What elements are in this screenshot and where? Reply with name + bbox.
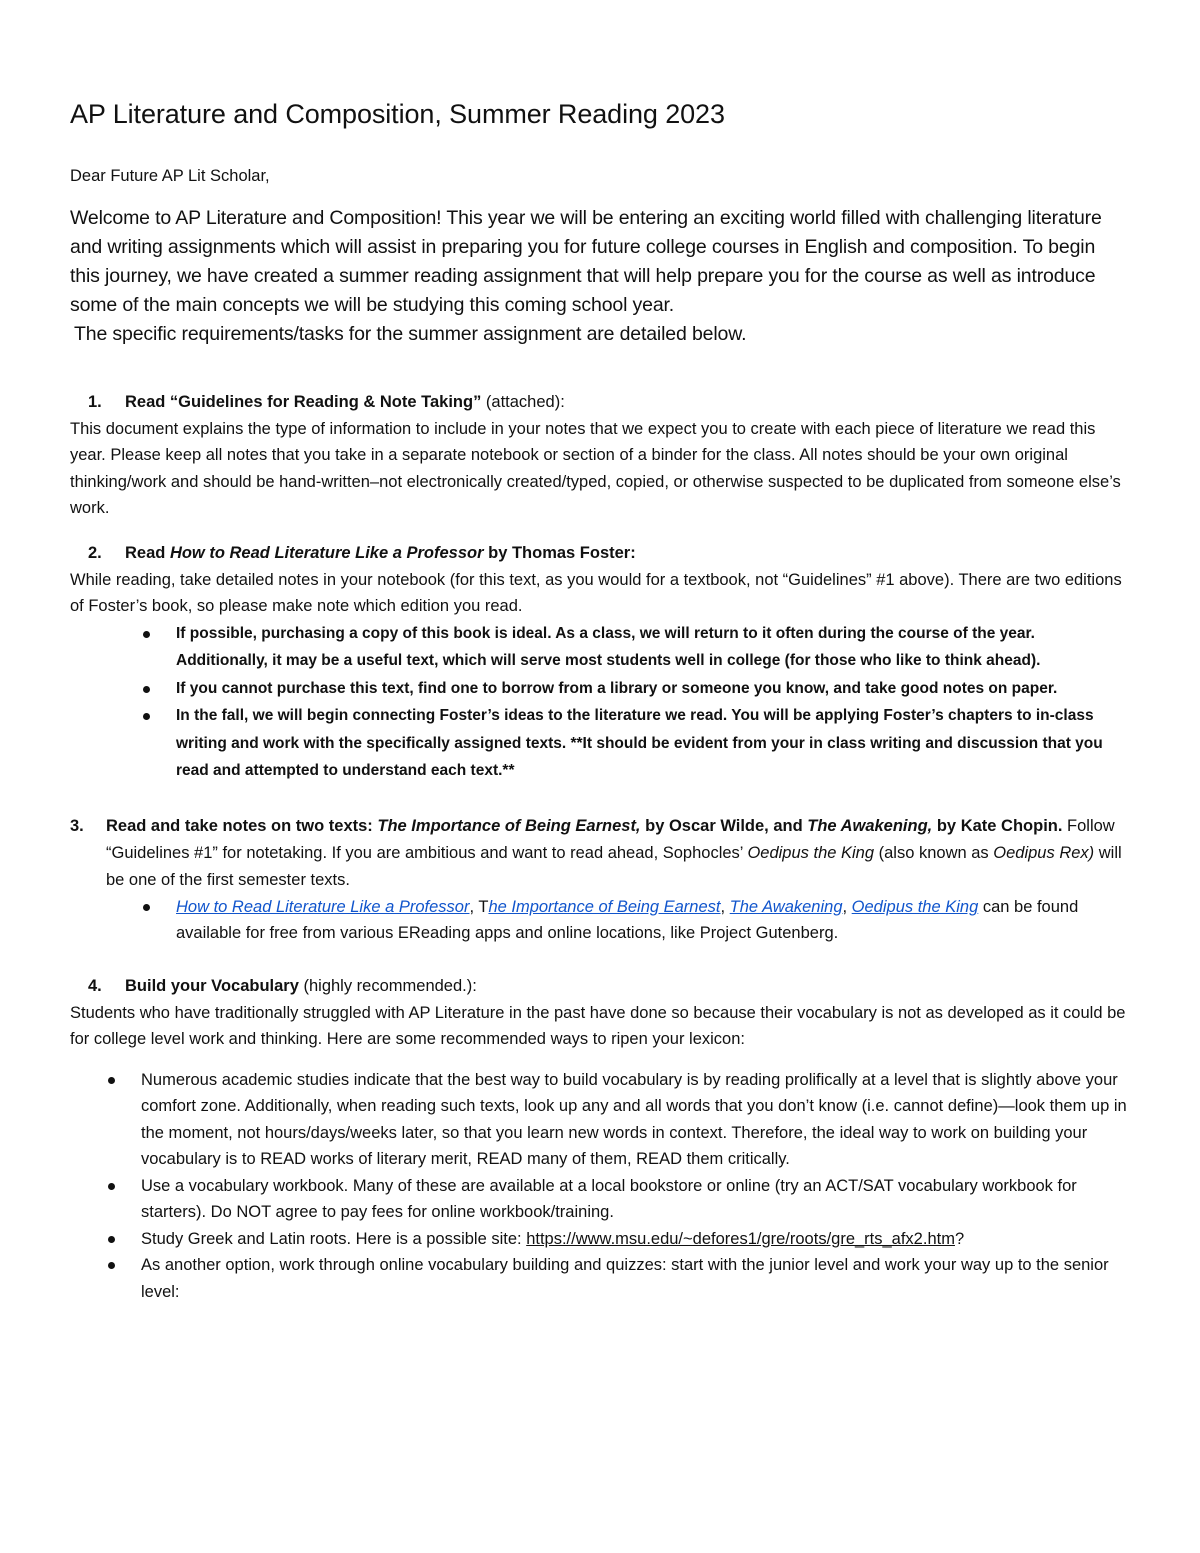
bullet-icon bbox=[143, 904, 150, 911]
section-1-body: This document explains the type of information to include in your notes that we expect you to create with each piece of literature we read this year. Please keep all notes that you take in a separate notebook or section of a binder for the class. All notes should be your own original thinking/work and should be hand-written–not electronically created/typed, copied, or otherwise suspected to be duplicated from someone else’s work. bbox=[70, 419, 1121, 518]
list-item: Numerous academic studies indicate that the best way to build vocabulary is by reading prolifically at a level that is slightly above your comfort zone. Additionally, when reading such texts, look up any and all words that you don’t know (i.e. cannot define)—look them up in the moment, not hours/days/weeks later, so that you learn new words in context. Therefore, the ideal way to work on building your vocabulary is to READ works of literary merit, READ many of them, READ them critically. bbox=[70, 1067, 1130, 1173]
section-2-title-post: by Thomas Foster: bbox=[483, 543, 636, 562]
bullet-icon bbox=[143, 713, 150, 720]
section-number: 1. bbox=[88, 392, 102, 411]
section-4-heading bbox=[70, 973, 1130, 1000]
section-2 bbox=[70, 540, 1130, 785]
link-oedipus[interactable]: Oedipus the King bbox=[851, 897, 979, 916]
link-earnest[interactable]: he Importance of Being Earnest bbox=[488, 897, 721, 916]
bullet-icon bbox=[108, 1183, 115, 1190]
section-number: 2. bbox=[88, 543, 102, 562]
section-1-title: Read “Guidelines for Reading & Note Taking” bbox=[125, 392, 482, 411]
section-3-bullets bbox=[70, 894, 1130, 947]
list-item: Use a vocabulary workbook. Many of these are available at a local bookstore or online (try an ACT/SAT vocabulary workbook for starters). Do NOT agree to pay fees for online workbook/training. bbox=[70, 1173, 1130, 1226]
list-item: If you cannot purchase this text, find one to borrow from a library or someone you know, and take good notes on paper. bbox=[70, 675, 1130, 703]
section-4-bullets bbox=[70, 1067, 1130, 1306]
bullet-icon bbox=[108, 1262, 115, 1269]
bullet-icon bbox=[143, 631, 150, 638]
book-title-awakening: The Awakening, bbox=[807, 816, 933, 835]
section-1 bbox=[70, 389, 1130, 522]
bullet-icon bbox=[108, 1236, 115, 1243]
section-1-heading bbox=[70, 389, 1130, 416]
link-professor[interactable]: How to Read Literature Like a Professor bbox=[176, 897, 470, 916]
section-2-book-title: How to Read Literature Like a Professor bbox=[169, 543, 484, 562]
section-2-body: While reading, take detailed notes in your notebook (for this text, as you would for a textbook, not “Guidelines” #1 above). There are two editions of Foster’s book, so please make note which edition you read. bbox=[70, 570, 1122, 616]
roots-link[interactable]: https://www.msu.edu/~defores1/gre/roots/gre_rts_afx2.htm bbox=[526, 1229, 955, 1248]
section-4-body: Students who have traditionally struggled with AP Literature in the past have done so because their vocabulary is not as developed as it could be for college level work and thinking. Here are some recommended ways to ripen your lexicon: bbox=[70, 1003, 1126, 1049]
list-item: How to Read Literature Like a Professor, The Importance of Being Earnest, The Awakening, Oedipus the King can be found available for free from various EReading apps and online locations, like Project Gutenberg. bbox=[70, 894, 1130, 947]
section-2-title-pre: Read bbox=[125, 543, 170, 562]
section-1-note: (attached): bbox=[481, 392, 565, 411]
section-2-bullets bbox=[70, 620, 1130, 785]
list-item: As another option, work through online vocabulary building and quizzes: start with the junior level and work your way up to the senior level: bbox=[70, 1252, 1130, 1305]
bullet-icon bbox=[108, 1077, 115, 1084]
page-title: AP Literature and Composition, Summer Reading 2023 bbox=[70, 99, 725, 129]
list-item: Study Greek and Latin roots. Here is a possible site: https://www.msu.edu/~defores1/gre/roots/gre_rts_afx2.htm? bbox=[70, 1226, 1130, 1253]
section-2-heading bbox=[70, 540, 1130, 567]
section-number: 4. bbox=[88, 976, 102, 995]
intro-requirements: The specific requirements/tasks for the summer assignment are detailed below. bbox=[74, 322, 747, 345]
bullet-icon bbox=[143, 686, 150, 693]
list-item: If possible, purchasing a copy of this book is ideal. As a class, we will return to it often during the course of the year. Additionally, it may be a useful text, which will serve most students well in college (for those who like to think ahead). bbox=[70, 620, 1130, 675]
section-3 bbox=[70, 813, 1130, 947]
section-3-heading: 3. Read and take notes on two texts: The Importance of Being Earnest, by Oscar Wilde, and The Awakening, by Kate Chopin. Follow “Guidelines #1” for notetaking. If you are ambitious and want to read ahead, Sophocles’ Oedipus the King (also known as Oedipus Rex) will be one of the first semester texts. bbox=[70, 813, 1130, 894]
link-awakening[interactable]: The Awakening bbox=[729, 897, 843, 916]
salutation: Dear Future AP Lit Scholar, bbox=[70, 167, 270, 186]
book-title-earnest: The Importance of Being Earnest, bbox=[377, 816, 641, 835]
list-item: In the fall, we will begin connecting Foster’s ideas to the literature we read. You will be applying Foster’s chapters to in-class writing and work with the specifically assigned texts. **It should be evident from your in class writing and discussion that you read and attempted to understand each text.** bbox=[70, 702, 1130, 785]
section-4-note: (highly recommended.): bbox=[298, 976, 477, 995]
intro-paragraph: Welcome to AP Literature and Composition! This year we will be entering an exciting world filled with challenging literature and writing assignments which will assist in preparing you for future college courses in English and composition. To begin this journey, we have created a summer reading assignment that will help prepare you for the course as well as introduce some of the main concepts we will be studying this coming school year. bbox=[70, 206, 1102, 316]
section-number: 3. bbox=[70, 816, 84, 835]
section-4 bbox=[70, 973, 1130, 1306]
document-page bbox=[70, 98, 1130, 1305]
book-title-oedipus: Oedipus the King bbox=[747, 843, 875, 862]
section-4-title: Build your Vocabulary bbox=[125, 976, 299, 995]
